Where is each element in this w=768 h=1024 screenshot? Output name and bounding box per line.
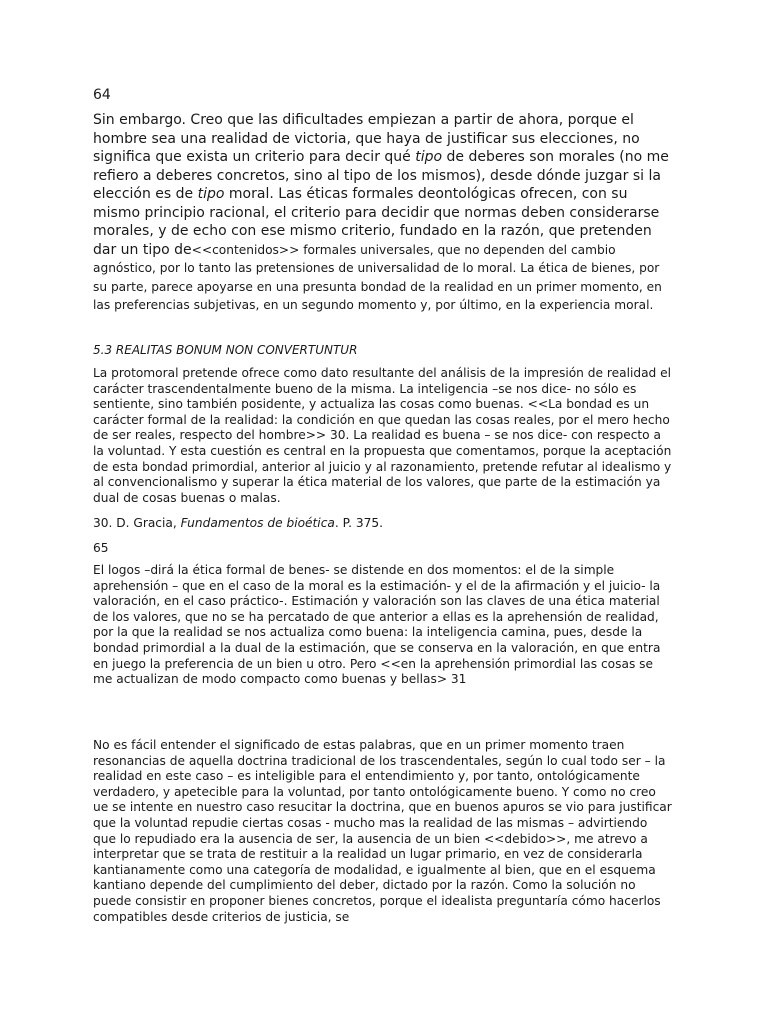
emphasis-tipo-1: tipo (415, 149, 443, 165)
paragraph-intro-text-2: de deberes son morales (no me refiero a deberes concretos, sino al tipo de los mismos), desde dónde juzgar si la elección es de (93, 149, 669, 202)
paragraph-intro-text-3: moral. Las éticas formales deontológicas ofrecen, con su mismo principio racional, el criterio para decidir que normas deben considerarse morales, y de echo con ese mismo criterio, fundado en la razón, que pretenden dar un tipo de (93, 186, 660, 258)
paragraph-logos: El logos –dirá la ética formal de benes- se distende en dos momentos: el de la simple aprehensión – que en el caso de la moral es la estimación- y el de la afirmación y el juicio- la valoración, en el caso práctico-. Estimación y valoración son las claves de una ética material de los valores, que no se ha percatado de que anterior a ellas es la aprehensión de realidad, por la que la realidad se nos actualiza como buena: la inteligencia camina, pues, desde la bondad primordial a la dual de la estimación, que se conserva en la valoración, en que entra en juego la preferencia de un bien u otro. Pero <<en la aprehensión primordial las cosas se me actualizan de modo compacto como buenas y bellas> 31 (93, 563, 661, 687)
page-number: 64 (93, 87, 111, 103)
paragraph-intro-text-1: Sin embargo. Creo que las dificultades empiezan a partir de ahora, porque el hombre sea una realidad de victoria, que haya de justificar sus elecciones, no significa que exista un criterio para decir qué (93, 112, 640, 165)
footnote-suffix: . P. 375. (334, 516, 383, 530)
paragraph-trascendentales: No es fácil entender el significado de estas palabras, que en un primer momento traen resonancias de aquella doctrina tradicional de los trascendentales, según lo cual todo ser – la realidad en este caso – es inteligible para el entendimiento y, por tanto, ontológicamente verdadero, y apetecible para la voluntad, por tanto ontológicamente bueno. Y como no creo ue se intente en nuestro caso resucitar la doctrina, que en buenos apuros se vio para justificar que la voluntad repudie ciertas cosas - mucho mas la realidad de las mismas – advirtiendo que lo repudiado era la ausencia de ser, la ausencia de un bien <<debido>>, me atrevo a interpretar que se trata de restituir a la realidad un lugar primario, en vez de considerarla kantianamente como una categoría de modalidad, e igualmente al bien, que en el esquema kantiano depende del cumplimiento del deber, dictado por la razón. Como la solución no puede consistir en proponer bienes concretos, porque el idealista preguntaría cómo hacerlos compatibles desde criterios de justicia, se (93, 738, 672, 924)
emphasis-tipo-2: tipo (197, 186, 225, 202)
footnote (93, 516, 673, 532)
paragraph-intro (93, 111, 673, 315)
paragraph-intro-text-4: <<contenidos>> formales universales, que no dependen del cambio agnóstico, por lo tanto las pretensiones de universalidad de lo moral. La ética de bienes, por su parte, parece apoyarse en una presunta bondad de la realidad en un primer momento, en las preferencias subjetivas, en un segundo momento y, por último, en la experiencia moral. (93, 242, 662, 312)
footnote-prefix: 30. D. Gracia, (93, 516, 181, 530)
section-heading: 5.3 REALITAS BONUM NON CONVERTUNTUR (93, 343, 358, 357)
page-number: 65 (93, 541, 109, 555)
paragraph-protomoral: La protomoral pretende ofrece como dato resultante del análisis de la impresión de realidad el carácter trascendentalmente bueno de la misma. La inteligencia –se nos dice- no sólo es sentiente, sino también posidente, y actualiza las cosas como buenas. <<La bondad es un carácter formal de la realidad: la condición en que quedan las cosas reales, por el mero hecho de ser reales, respecto del hombre>> 30. La realidad es buena – se nos dice- con respecto a la voluntad. Y esta cuestión es central en la propuesta que comentamos, porque la aceptación de esta bondad primordial, anterior al juicio y al razonamiento, pretende refutar al idealismo y al convencionalismo y superar la ética material de los valores, que parte de la estimación ya dual de cosas buenas o malas. (93, 366, 672, 505)
footnote-title: Fundamentos de bioética (180, 516, 335, 530)
